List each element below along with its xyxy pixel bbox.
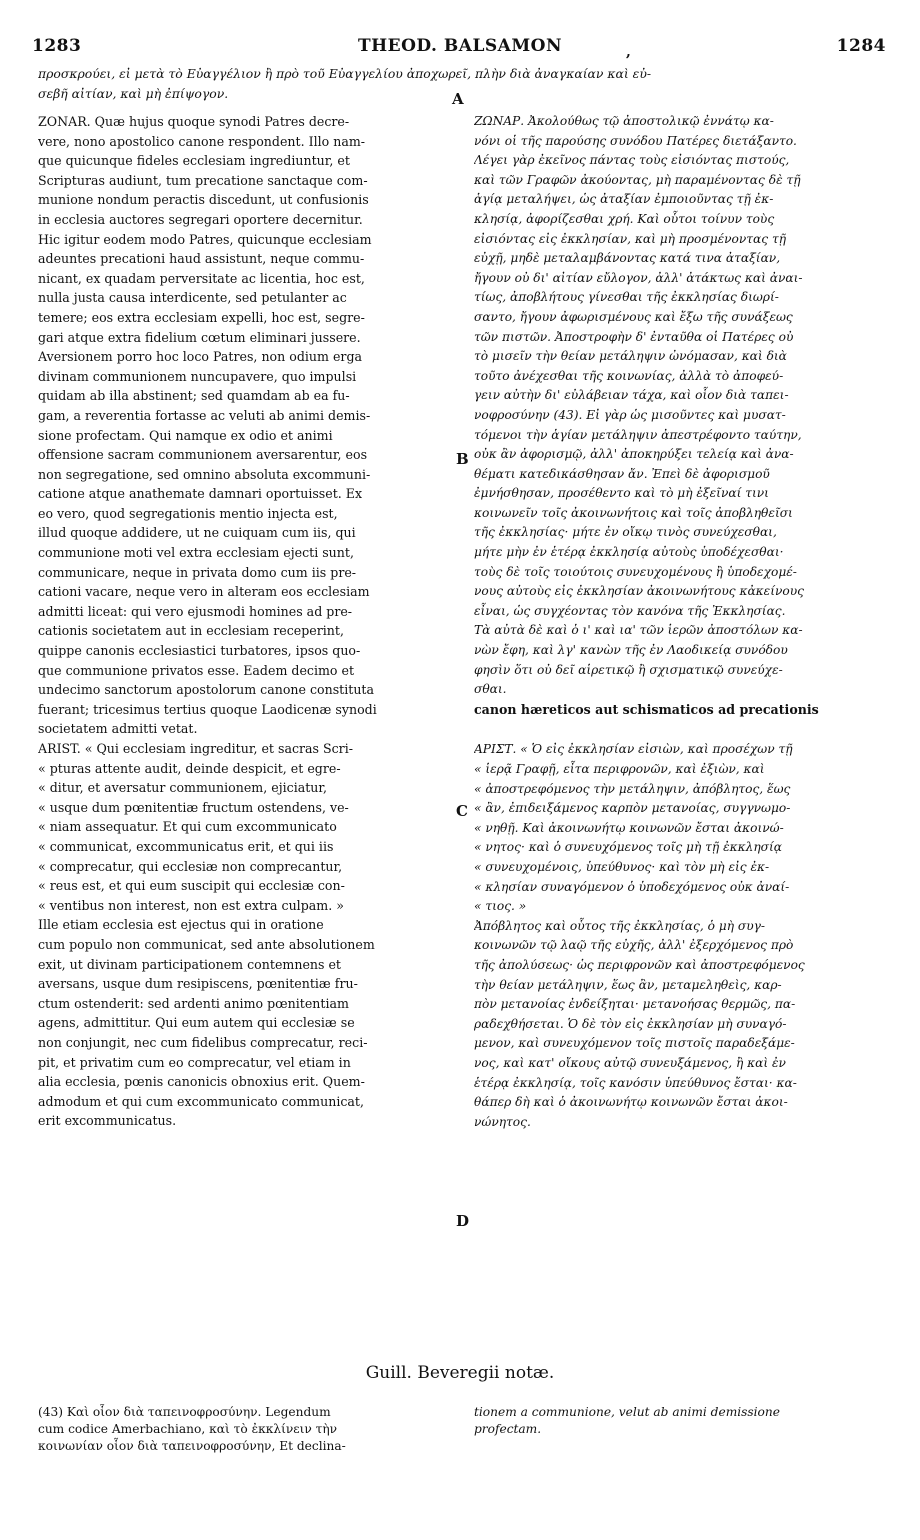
- text-line: μενον, καὶ συνευχόμενον τοῖς πιστοῖς παραδεξάμε-: [474, 1036, 795, 1051]
- text-line: gam, a reverentia fortasse ac veluti ab animi demis-: [38, 407, 371, 423]
- text-line: τοὺς δὲ τοῖς τοιούτοις συνευχομένους ἢ ὑποδεχομέ-: [474, 564, 797, 579]
- text-line: ARIST. « Qui ecclesiam ingreditur, et sacras Scri-: [38, 741, 353, 756]
- text-line: ctum ostenderit: sed ardenti animo pœnitentiam: [38, 995, 349, 1011]
- margin-marker-c: C: [456, 802, 468, 820]
- text-line: « ἱερᾷ Γραφῇ, εἶτα περιφρονῶν, καὶ ἐξιὼν, καὶ: [474, 762, 765, 776]
- text-line: ραδεχθήσεται. Ὁ δὲ τὸν εἰς ἐκκλησίαν μὴ συναγό-: [474, 1016, 787, 1031]
- text-line: κλησίᾳ, ἀφορίζεσθαι χρή. Καὶ οὗτοι τοίνυν τοὺς: [474, 211, 775, 226]
- text-line: nulla justa causa interdicente, sed petulanter ac: [38, 290, 347, 306]
- section-gap: [474, 719, 886, 740]
- text-line: ZONAR. Quæ hujus quoque synodi Patres decre-: [38, 114, 350, 129]
- latin-spanning-line: canon hæreticos aut schismaticos ad precationis: [474, 701, 819, 717]
- text-line: « νηθῇ. Καὶ ἀκοινωνήτῳ κοινωνῶν ἔσται ἀκοινώ-: [474, 820, 784, 835]
- footnote-line: tionem a communione, velut ab animi demissione: [474, 1405, 780, 1419]
- text-line: τίως, ἀποβλήτους γίνεσθαι τῆς ἐκκλησίας διωρί-: [474, 290, 779, 305]
- text-line: « ἂν, ἐπιδειξάμενος καρπὸν μετανοίας, συγγνωμο-: [474, 801, 791, 816]
- running-title: THEOD. BALSAMON: [357, 36, 563, 56]
- text-line: sione profectam. Qui namque ex odio et animi: [38, 427, 333, 443]
- text-line: Aversionem porro hoc loco Patres, non odium erga: [38, 349, 363, 365]
- text-line: ΖΩΝΑΡ. Ἀκολούθως τῷ ἀποστολικῷ ἐννάτῳ κα-: [474, 114, 774, 128]
- text-line: catione atque anathemate damnari oportuisset. Ex: [38, 486, 363, 502]
- text-line: admitti liceat: qui vero ejusmodi homines ad pre-: [38, 603, 353, 619]
- margin-marker-b: B: [456, 450, 469, 468]
- text-line: οὐκ ἂν ἀφορισμῷ, ἀλλ' ἀποκηρύξει τελείᾳ καὶ ἀνα-: [474, 447, 794, 462]
- text-line: ἐμνήσθησαν, προσέθεντο καὶ τὸ μὴ ἐξεῖναί τινι: [474, 486, 769, 501]
- text-line: « comprecatur, qui ecclesiæ non comprecantur,: [38, 858, 343, 874]
- text-line: « usque dum pœnitentiæ fructum ostendens, ve-: [38, 799, 349, 815]
- text-line: τοῦτο ἀνέχεσθαι τῆς κοινωνίας, ἀλλὰ τὸ ἀποφεύ-: [474, 368, 784, 383]
- text-line: eo vero, quod segregationis mentio injecta est,: [38, 505, 338, 521]
- text-line: Hic igitur eodem modo Patres, quicunque ecclesiam: [38, 231, 372, 247]
- text-line: σαντο, ἤγουν ἀφωρισμένους καὶ ἔξω τῆς συνάξεως: [474, 309, 793, 324]
- text-line: illud quoque addidere, ut ne cuiquam cum iis, qui: [38, 525, 356, 541]
- text-line: quippe canonis ecclesiastici turbatores, ipsos quo-: [38, 643, 361, 659]
- text-line: Ἀπόβλητος καὶ οὗτος τῆς ἐκκλησίας, ὁ μὴ συγ-: [474, 918, 766, 933]
- text-line: Τὰ αὐτὰ δὲ καὶ ὁ ι' καὶ ια' τῶν ἱερῶν ἀποστόλων κα-: [474, 623, 803, 638]
- footnote-left-column: [38, 1404, 458, 1455]
- text-line: adeuntes precationi haud assistunt, neque commu-: [38, 251, 365, 267]
- text-line: cationis societatem aut in ecclesiam receperint,: [38, 623, 344, 639]
- text-line: « reus est, et qui eum suscipit qui ecclesiæ con-: [38, 878, 345, 894]
- latin-column: [38, 112, 458, 1131]
- footnote-line: profectam.: [474, 1422, 542, 1436]
- text-line: que quicunque fideles ecclesiam ingrediuntur, et: [38, 153, 350, 169]
- text-line: admodum et qui cum excommunicato communicat,: [38, 1093, 364, 1109]
- text-line: « νητος· καὶ ὁ συνευχόμενος τοῖς μὴ τῇ ἐκκλησίᾳ: [474, 840, 782, 855]
- greek-column: [474, 112, 886, 1132]
- greek-zonar-section: [474, 112, 886, 700]
- text-line: cationi vacare, neque vero in alteram eos ecclesiam: [38, 584, 370, 600]
- text-line: θέματι κατεδικάσθησαν ἄν. Ἐπεὶ δὲ ἀφορισμοῦ: [474, 466, 770, 481]
- footnote-right-column: [474, 1404, 886, 1438]
- text-line: μήτε μὴν ἐν ἑτέρᾳ ἐκκλησίᾳ αὐτοὺς ὑποδέχεσθαι·: [474, 545, 784, 560]
- header-tick-mark: ,: [626, 44, 631, 60]
- text-line: temere; eos extra ecclesiam expelli, hoc est, segre-: [38, 309, 365, 325]
- text-line: « ἀποστρεφόμενος τὴν μετάληψιν, ἀπόβλητος, ἕως: [474, 781, 791, 796]
- text-line: τὴν θείαν μετάληψιν, ἕως ἂν, μεταμεληθεὶς, καρ-: [474, 977, 782, 992]
- text-line: « τιος. »: [474, 899, 527, 914]
- text-line: νὼν ἔφη, καὶ λγ' κανὼν τῆς ἐν Λαοδικείᾳ συνόδου: [474, 643, 788, 658]
- text-line: ΑΡΙΣΤ. « Ὁ εἰς ἐκκλησίαν εἰσιὼν, καὶ προσέχων τῇ: [474, 742, 793, 757]
- page-number-left: 1283: [32, 36, 82, 56]
- text-line: fuerant; tricesimus tertius quoque Laodicenæ synodi: [38, 701, 377, 717]
- text-line: « συνευχομένοις, ὑπεύθυνος· καὶ τὸν μὴ εἰς ἐκ-: [474, 859, 770, 874]
- text-line: τῶν πιστῶν. Ἀποστροφὴν δ' ἐνταῦθα οἱ Πατέρες οὐ: [474, 329, 794, 344]
- text-line: εἶναι, ὡς συγχέοντας τὸν κανόνα τῆς Ἐκκλησίας.: [474, 603, 786, 618]
- text-line: « pturas attente audit, deinde despicit, et egre-: [38, 760, 341, 776]
- greek-arist-section: [474, 740, 886, 1132]
- page-number-right: 1284: [836, 36, 886, 56]
- text-line: erit excommunicatus.: [38, 1113, 177, 1129]
- text-line: nicant, ex quadam perversitate ac licentia, hoc est,: [38, 270, 365, 286]
- text-line: « ventibus non interest, non est extra culpam. »: [38, 897, 344, 913]
- text-line: νος, καὶ κατ' οἴκους αὐτῷ συνευξάμενος, ἢ καὶ ἐν: [474, 1055, 786, 1070]
- text-line: quidam ab illa abstinent; sed quamdam ab ea fu-: [38, 388, 350, 404]
- latin-arist-section: [38, 739, 458, 1131]
- text-line: cum populo non communicat, sed ante absolutionem: [38, 936, 375, 952]
- text-line: νοφροσύνην (43). Εἰ γὰρ ὡς μισοῦντες καὶ μυσατ-: [474, 407, 786, 422]
- text-line: εὐχῇ, μηδὲ μεταλαμβάνοντας κατά τινα ἀταξίαν,: [474, 251, 781, 266]
- text-line: τῆς ἀπολύσεως· ὡς περιφρονῶν καὶ ἀποστρεφόμενος: [474, 957, 805, 972]
- text-line: agens, admittitur. Qui eum autem qui ecclesiæ se: [38, 1015, 355, 1031]
- text-line: non segregatione, sed omnino absoluta excommuni-: [38, 466, 371, 482]
- text-line: νους αὐτοὺς εἰς ἐκκλησίαν ἀκοινωνήτους κἀκείνους: [474, 584, 804, 599]
- text-line: vere, nono apostolico canone respondent. Illo nam-: [38, 133, 366, 149]
- text-line: εἰσιόντας εἰς ἐκκλησίαν, καὶ μὴ προσμένοντας τῇ: [474, 231, 787, 246]
- text-line: Scripturas audiunt, tum precatione sanctaque com-: [38, 172, 368, 188]
- text-line: νόνι οἱ τῆς παρούσης συνόδου Πατέρες διετάξαντο.: [474, 133, 797, 148]
- text-line: communicare, neque in privata domo cum iis pre-: [38, 564, 357, 580]
- text-line: καὶ τῶν Γραφῶν ἀκούοντας, μὴ παραμένοντας δὲ τῇ: [474, 172, 801, 187]
- text-line: κοινωνεῖν τοῖς ἀκοινωνήτοις καὶ τοῖς ἀποβληθεῖσι: [474, 505, 793, 520]
- text-line: « communicat, excommunicatus erit, et qui iis: [38, 838, 334, 854]
- text-line: pit, et privatim cum eo comprecatur, vel etiam in: [38, 1054, 351, 1070]
- text-line: θάπερ δὴ καὶ ὁ ἀκοινωνήτῳ κοινωνῶν ἔσται ἀκοι-: [474, 1095, 788, 1110]
- text-line: aversans, usque dum resipiscens, pœnitentiæ fru-: [38, 976, 358, 992]
- text-line: communione moti vel extra ecclesiam ejecti sunt,: [38, 545, 354, 561]
- text-line: ἤγουν οὐ δι' αἰτίαν εὔλογον, ἀλλ' ἀτάκτως καὶ ἀναι-: [474, 270, 803, 285]
- text-line: « ditur, et aversatur communionem, ejiciatur,: [38, 780, 328, 796]
- text-line: que communione privatos esse. Eadem decimo et: [38, 662, 355, 678]
- footnote-line: cum codice Amerbachiano, καὶ τὸ ἐκκλίνειν τὴν: [38, 1422, 338, 1436]
- text-line: offensione sacram communionem aversarentur, eos: [38, 447, 368, 463]
- text-line: in ecclesia auctores segregari oportere decernitur.: [38, 211, 363, 227]
- text-line: « niam assequatur. Et qui cum excommunicato: [38, 819, 337, 835]
- text-line: exit, ut divinam participationem contemnens et: [38, 956, 341, 972]
- text-line: societatem admitti vetat.: [38, 721, 198, 737]
- text-line: σθαι.: [474, 682, 507, 697]
- text-line: τῆς ἐκκλησίας· μήτε ἐν οἴκῳ τινὸς συνεύχεσθαι,: [474, 525, 777, 540]
- text-line: νώνητος.: [474, 1114, 531, 1129]
- text-line: Ille etiam ecclesia est ejectus qui in oratione: [38, 917, 324, 933]
- text-line: ἁγίᾳ μεταλήψει, ὡς ἀταξίαν ἐμποιοῦντας τῇ ἐκ-: [474, 192, 774, 207]
- text-line: undecimo sanctorum apostolorum canone constituta: [38, 682, 375, 698]
- text-line: κοινωνῶν τῷ λαῷ τῆς εὐχῆς, ἀλλ' ἐξερχόμενος πρὸ: [474, 938, 794, 953]
- text-line: γειν αὐτὴν δι' εὐλάβειαν τάχα, καὶ οἷον διὰ ταπει-: [474, 388, 789, 403]
- text-line: τὸ μισεῖν τὴν θείαν μετάληψιν ὠνόμασαν, καὶ διὰ: [474, 349, 787, 364]
- margin-marker-a: A: [452, 90, 464, 108]
- text-line: divinam communionem nuncupavere, quo impulsi: [38, 368, 357, 384]
- text-line: alia ecclesia, pœnis canonicis obnoxius erit. Quem-: [38, 1074, 365, 1090]
- text-line: τόμενοι τὴν ἁγίαν μετάληψιν ἀπεστρέφοντο ταύτην,: [474, 427, 802, 442]
- footnote-line: (43) Καὶ οἷον διὰ ταπεινοφροσύνην. Legendum: [38, 1405, 331, 1419]
- text-line: non conjungit, nec cum fidelibus comprecatur, reci-: [38, 1034, 368, 1050]
- footnote-line: κοινωνίαν οἷον διὰ ταπεινοφροσύνην, Et declina-: [38, 1439, 346, 1453]
- notes-heading: Guill. Beveregii notæ.: [365, 1363, 555, 1383]
- latin-zonar-section: [38, 112, 458, 739]
- text-line: gari atque extra fidelium cœtum eliminari jussere.: [38, 329, 361, 345]
- text-line: πὸν μετανοίας ἐνδείξηται· μετανοήσας θερμῶς, πα-: [474, 997, 796, 1012]
- text-line: ἑτέρᾳ ἐκκλησίᾳ, τοῖς κανόσιν ὑπεύθυνος ἔσται· κα-: [474, 1075, 797, 1090]
- text-line: Λέγει γὰρ ἐκεῖνος πάντας τοὺς εἰσιόντας πιστούς,: [474, 153, 790, 168]
- top-continuation-line-2: σεβῆ αἰτίαν, καὶ μὴ ἐπίψογον.: [38, 86, 229, 101]
- margin-marker-d: D: [456, 1212, 470, 1230]
- top-continuation-line-1: προσκρούει, εἰ μετὰ τὸ Εὐαγγέλιον ἢ πρὸ τοῦ Εὐαγγελίου ἀποχωρεῖ, πλὴν διὰ ἀναγκαίαν καὶ εὐ-: [38, 66, 652, 81]
- text-line: « κλησίαν συναγόμενον ὁ ὑποδεχόμενος οὐκ ἀναί-: [474, 879, 790, 894]
- text-line: munione nondum peractis discedunt, ut confusionis: [38, 192, 369, 208]
- text-line: φησὶν ὅτι οὐ δεῖ αἱρετικῷ ἢ σχισματικῷ συνεύχε-: [474, 662, 783, 677]
